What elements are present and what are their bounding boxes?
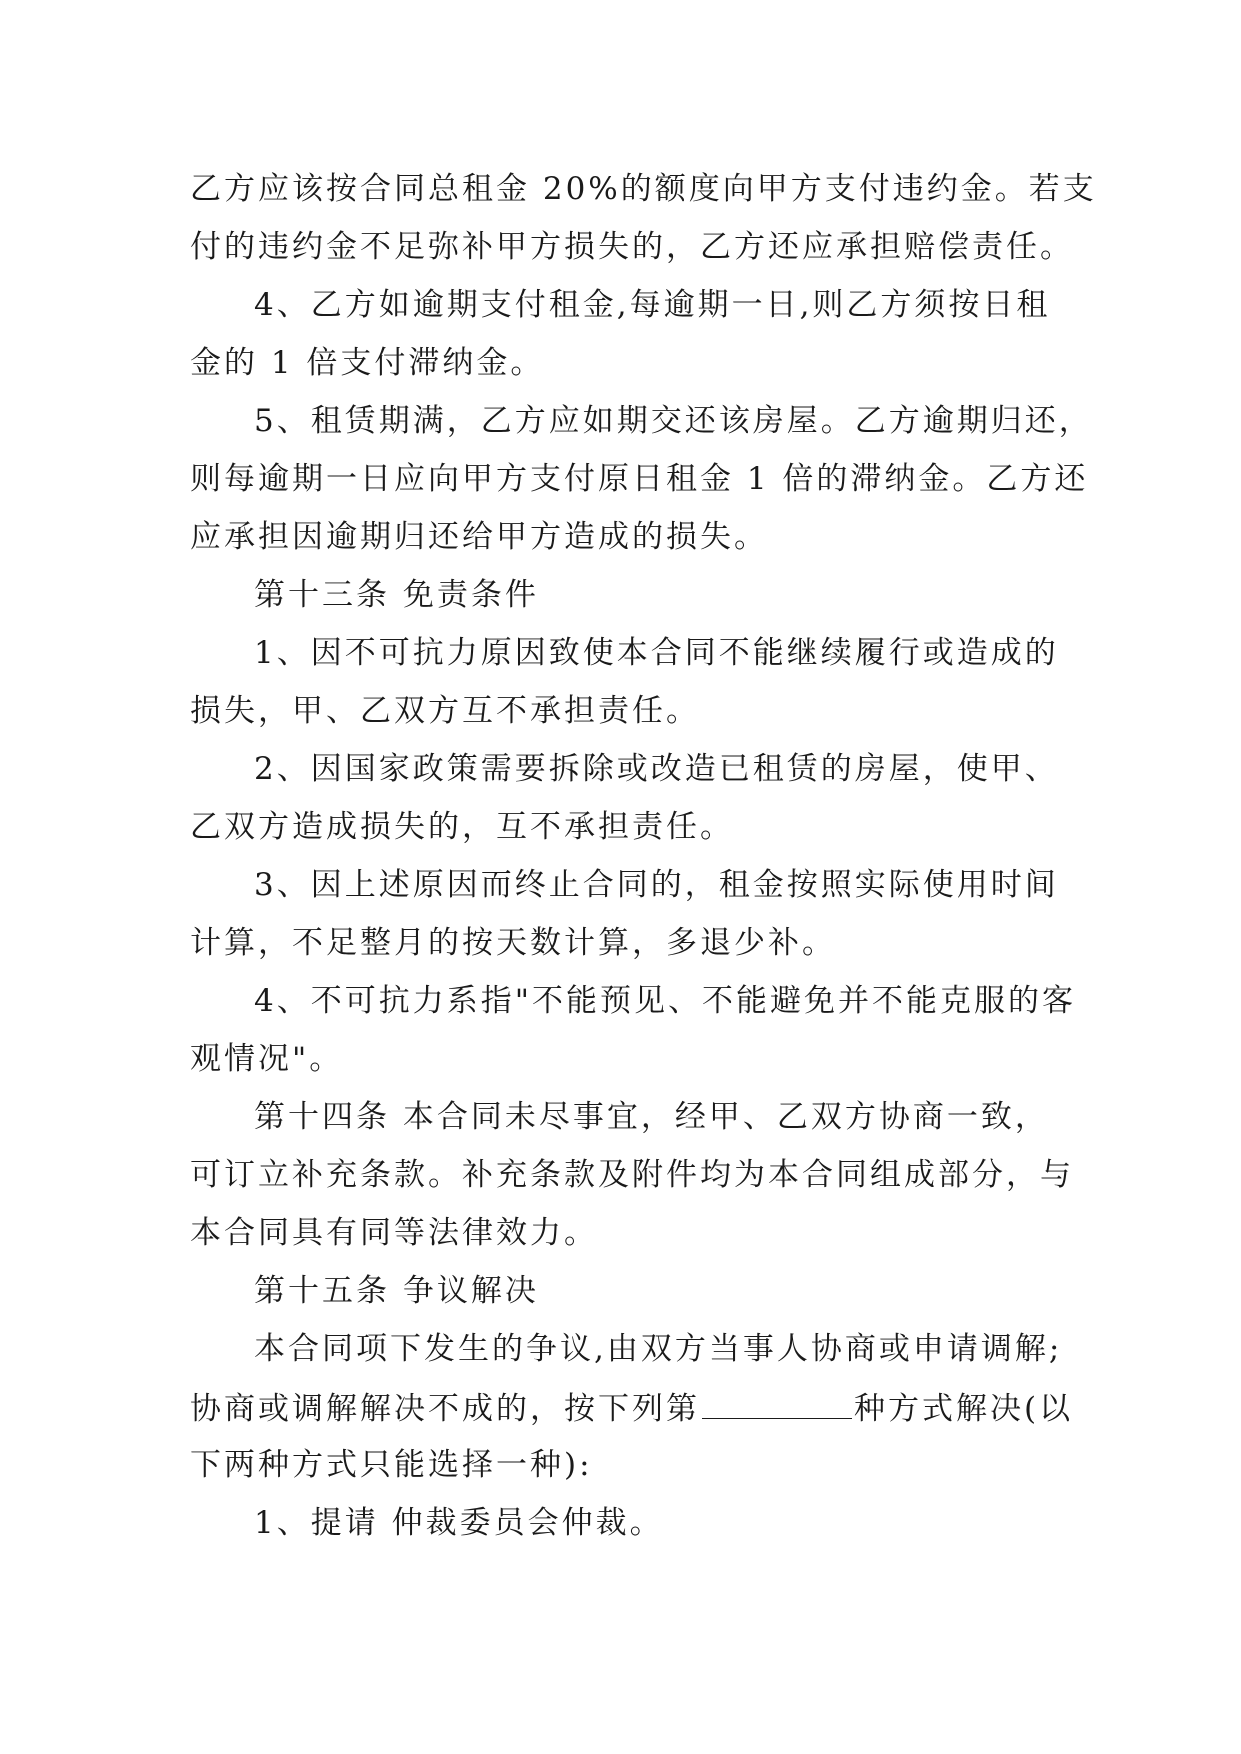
text-line: 应承担因逾期归还给甲方造成的损失。 <box>190 519 768 555</box>
article-15-heading: 第十五条 争议解决 <box>254 1273 539 1309</box>
text-line: 损失，甲、乙双方互不承担责任。 <box>190 693 700 729</box>
blank-line-before-text: 协商或调解解决不成的，按下列第 <box>190 1391 700 1427</box>
text-line: 4、乙方如逾期支付租金,每逾期一日,则乙方须按日租 <box>254 287 1051 323</box>
text-line: 观情况"。 <box>190 1041 344 1077</box>
text-line: 1、提请 仲裁委员会仲裁。 <box>254 1505 664 1541</box>
text-line: 下两种方式只能选择一种): <box>190 1447 593 1483</box>
text-line: 金的 1 倍支付滞纳金。 <box>190 345 545 381</box>
fill-in-blank <box>702 1378 852 1419</box>
text-line-with-blank <box>190 1378 1074 1436</box>
text-line: 乙方应该按合同总租金 20%的额度向甲方支付违约金。若支 <box>190 171 1097 207</box>
text-line: 则每逾期一日应向甲方支付原日租金 1 倍的滞纳金。乙方还 <box>190 461 1089 497</box>
text-line: 3、因上述原因而终止合同的，租金按照实际使用时间 <box>254 867 1059 903</box>
article-14-heading: 第十四条 本合同未尽事宜，经甲、乙双方协商一致， <box>254 1099 1049 1135</box>
document-body <box>190 160 1097 1552</box>
text-line: 本合同具有同等法律效力。 <box>190 1215 598 1251</box>
text-line: 乙双方造成损失的，互不承担责任。 <box>190 809 734 845</box>
text-line: 2、因国家政策需要拆除或改造已租赁的房屋，使甲、 <box>254 751 1059 787</box>
text-line: 计算，不足整月的按天数计算，多退少补。 <box>190 925 836 961</box>
blank-line-after-text: 种方式解决(以 <box>854 1391 1074 1427</box>
text-line: 本合同项下发生的争议,由双方当事人协商或申请调解; <box>254 1331 1063 1367</box>
text-line: 5、租赁期满，乙方应如期交还该房屋。乙方逾期归还， <box>254 403 1093 439</box>
text-line: 4、不可抗力系指"不能预见、不能避免并不能克服的客 <box>254 983 1076 1019</box>
text-line: 可订立补充条款。补充条款及附件均为本合同组成部分，与 <box>190 1157 1074 1193</box>
text-line: 1、因不可抗力原因致使本合同不能继续履行或造成的 <box>254 635 1059 671</box>
text-line: 付的违约金不足弥补甲方损失的，乙方还应承担赔偿责任。 <box>190 229 1074 265</box>
article-13-heading: 第十三条 免责条件 <box>254 577 539 613</box>
